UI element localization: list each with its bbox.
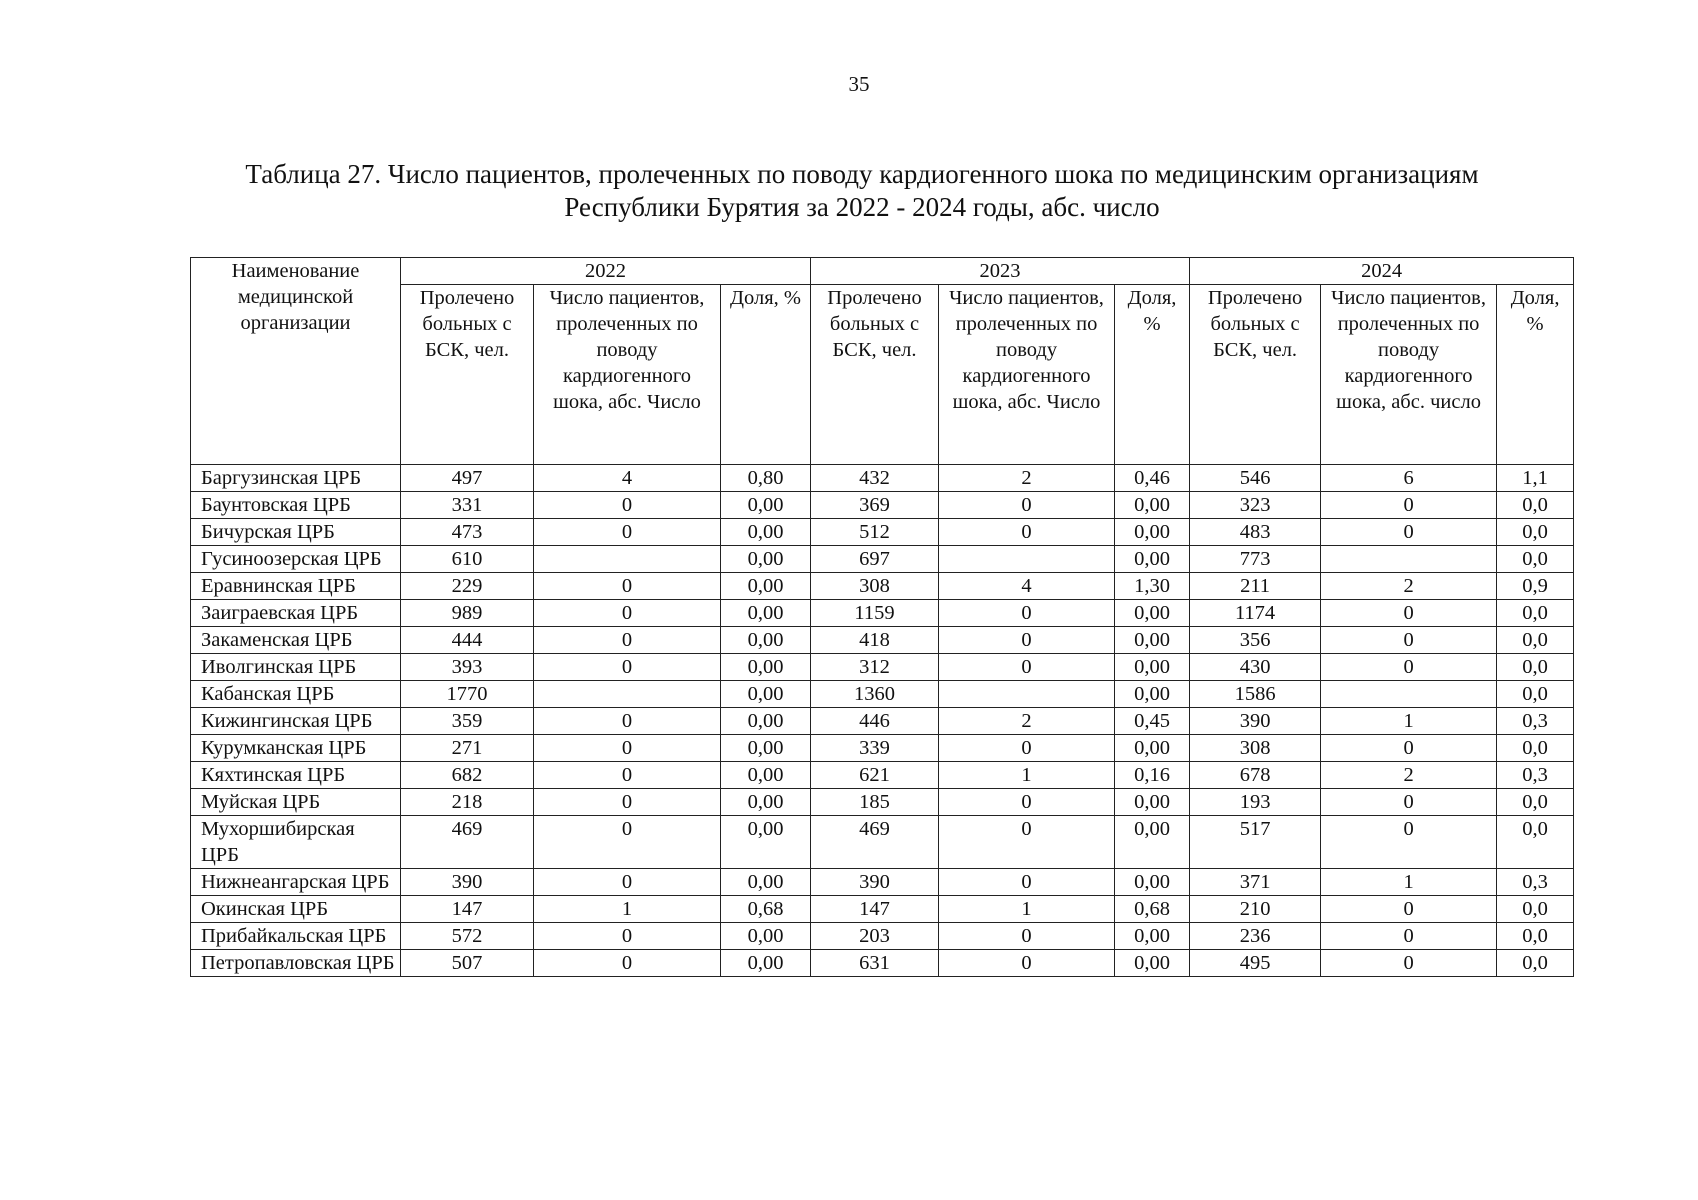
page-number: 35	[848, 72, 870, 96]
patients-table	[190, 257, 1574, 977]
cell-shock-2022: 0	[534, 762, 721, 789]
cell-treated-2023: 446	[811, 708, 939, 735]
cell-shock-2024: 0	[1321, 789, 1497, 816]
cell-shock-2022: 0	[534, 708, 721, 735]
year-header-2024: 2024	[1190, 258, 1574, 285]
cell-share-2022: 0,00	[721, 654, 811, 681]
cell-treated-2022: 682	[401, 762, 534, 789]
cell-share-2022: 0,00	[721, 923, 811, 950]
cell-share-2022: 0,00	[721, 816, 811, 869]
cell-treated-2022: 497	[401, 465, 534, 492]
cell-org-name: Кабанская ЦРБ	[191, 681, 401, 708]
cell-treated-2024: 430	[1190, 654, 1321, 681]
cell-share-2024: 0,0	[1497, 816, 1574, 869]
cell-shock-2023: 2	[939, 465, 1115, 492]
cell-share-2024: 0,0	[1497, 896, 1574, 923]
cell-share-2023: 0,00	[1115, 869, 1190, 896]
cell-treated-2023: 432	[811, 465, 939, 492]
cell-share-2023: 0,00	[1115, 600, 1190, 627]
cell-treated-2024: 678	[1190, 762, 1321, 789]
cell-shock-2024: 0	[1321, 627, 1497, 654]
cell-share-2024: 0,0	[1497, 519, 1574, 546]
cell-share-2023: 0,00	[1115, 789, 1190, 816]
cell-shock-2023: 1	[939, 762, 1115, 789]
cell-shock-2024: 6	[1321, 465, 1497, 492]
table-row	[191, 762, 1574, 789]
cell-share-2023: 0,00	[1115, 923, 1190, 950]
cell-org-name: Петропавловская ЦРБ	[191, 950, 401, 977]
cell-treated-2022: 507	[401, 950, 534, 977]
cell-treated-2024: 773	[1190, 546, 1321, 573]
cell-org-name: Гусиноозерская ЦРБ	[191, 546, 401, 573]
cell-share-2023: 0,00	[1115, 546, 1190, 573]
cell-shock-2023: 0	[939, 654, 1115, 681]
cell-treated-2023: 339	[811, 735, 939, 762]
cell-treated-2022: 359	[401, 708, 534, 735]
cell-shock-2023	[939, 546, 1115, 573]
cell-treated-2023: 203	[811, 923, 939, 950]
cell-treated-2024: 517	[1190, 816, 1321, 869]
cell-shock-2024: 0	[1321, 492, 1497, 519]
cell-treated-2022: 331	[401, 492, 534, 519]
cell-shock-2024: 0	[1321, 654, 1497, 681]
cell-treated-2022: 147	[401, 896, 534, 923]
cell-treated-2022: 393	[401, 654, 534, 681]
cell-treated-2023: 312	[811, 654, 939, 681]
cell-shock-2023: 2	[939, 708, 1115, 735]
cell-treated-2024: 371	[1190, 869, 1321, 896]
cell-shock-2024: 0	[1321, 950, 1497, 977]
cell-shock-2023: 0	[939, 869, 1115, 896]
table-row	[191, 869, 1574, 896]
cell-shock-2023: 0	[939, 600, 1115, 627]
cell-share-2024: 0,0	[1497, 681, 1574, 708]
table-row	[191, 465, 1574, 492]
cell-shock-2022: 1	[534, 896, 721, 923]
cell-org-name: Закаменская ЦРБ	[191, 627, 401, 654]
cell-share-2022: 0,00	[721, 708, 811, 735]
cell-treated-2022: 473	[401, 519, 534, 546]
cell-shock-2022: 0	[534, 573, 721, 600]
cell-shock-2024: 1	[1321, 869, 1497, 896]
cell-shock-2023: 0	[939, 923, 1115, 950]
table-row	[191, 896, 1574, 923]
cell-shock-2024: 0	[1321, 600, 1497, 627]
table-title-line-2: Республики Бурятия за 2022 - 2024 годы, абс. число	[564, 192, 1160, 222]
col-treated-2024: Пролечено больных с БСК, чел.	[1190, 285, 1321, 465]
cell-shock-2023: 0	[939, 735, 1115, 762]
cell-org-name: Окинская ЦРБ	[191, 896, 401, 923]
cell-shock-2024: 0	[1321, 923, 1497, 950]
cell-treated-2023: 369	[811, 492, 939, 519]
cell-shock-2022: 0	[534, 816, 721, 869]
table-row	[191, 950, 1574, 977]
cell-shock-2023: 0	[939, 950, 1115, 977]
table-row	[191, 627, 1574, 654]
cell-share-2022: 0,00	[721, 600, 811, 627]
table-row	[191, 816, 1574, 869]
col-shock-2023: Число пациентов, пролеченных по поводу кардиогенного шока, абс. Число	[939, 285, 1115, 465]
cell-share-2023: 0,00	[1115, 492, 1190, 519]
cell-shock-2024: 0	[1321, 735, 1497, 762]
cell-treated-2024: 495	[1190, 950, 1321, 977]
cell-treated-2024: 1174	[1190, 600, 1321, 627]
cell-share-2023: 0,46	[1115, 465, 1190, 492]
cell-shock-2023: 0	[939, 519, 1115, 546]
table-row	[191, 923, 1574, 950]
cell-shock-2022: 4	[534, 465, 721, 492]
header-row-years	[191, 258, 1574, 285]
col-treated-2022: Пролечено больных с БСК, чел.	[401, 285, 534, 465]
cell-shock-2024: 0	[1321, 816, 1497, 869]
cell-treated-2022: 390	[401, 869, 534, 896]
cell-share-2024: 0,0	[1497, 950, 1574, 977]
cell-share-2023: 0,00	[1115, 627, 1190, 654]
cell-treated-2023: 512	[811, 519, 939, 546]
cell-org-name: Мухоршибирская ЦРБ	[191, 816, 401, 869]
cell-share-2022: 0,68	[721, 896, 811, 923]
cell-org-name: Кижингинская ЦРБ	[191, 708, 401, 735]
cell-shock-2022: 0	[534, 627, 721, 654]
cell-shock-2022: 0	[534, 735, 721, 762]
cell-treated-2023: 390	[811, 869, 939, 896]
cell-treated-2022: 610	[401, 546, 534, 573]
cell-treated-2024: 390	[1190, 708, 1321, 735]
cell-treated-2023: 147	[811, 896, 939, 923]
cell-treated-2022: 271	[401, 735, 534, 762]
cell-share-2023: 0,00	[1115, 950, 1190, 977]
cell-shock-2023: 4	[939, 573, 1115, 600]
table-row	[191, 681, 1574, 708]
cell-share-2023: 0,00	[1115, 519, 1190, 546]
cell-org-name: Нижнеангарская ЦРБ	[191, 869, 401, 896]
cell-org-name: Еравнинская ЦРБ	[191, 573, 401, 600]
cell-share-2022: 0,00	[721, 627, 811, 654]
cell-treated-2024: 546	[1190, 465, 1321, 492]
cell-shock-2022	[534, 681, 721, 708]
cell-shock-2022: 0	[534, 519, 721, 546]
cell-shock-2022: 0	[534, 492, 721, 519]
cell-shock-2024: 2	[1321, 762, 1497, 789]
cell-shock-2023	[939, 681, 1115, 708]
cell-share-2022: 0,00	[721, 573, 811, 600]
cell-treated-2023: 308	[811, 573, 939, 600]
cell-treated-2022: 444	[401, 627, 534, 654]
cell-treated-2024: 211	[1190, 573, 1321, 600]
cell-org-name: Курумканская ЦРБ	[191, 735, 401, 762]
cell-share-2024: 0,0	[1497, 735, 1574, 762]
table-row	[191, 708, 1574, 735]
cell-share-2022: 0,00	[721, 735, 811, 762]
col-shock-2022: Число пациентов, пролеченных по поводу кардиогенного шока, абс. Число	[534, 285, 721, 465]
cell-share-2024: 0,0	[1497, 546, 1574, 573]
year-header-2022: 2022	[401, 258, 811, 285]
table-row	[191, 519, 1574, 546]
table-row	[191, 735, 1574, 762]
cell-org-name: Баунтовская ЦРБ	[191, 492, 401, 519]
cell-share-2023: 0,00	[1115, 654, 1190, 681]
cell-shock-2024: 2	[1321, 573, 1497, 600]
table-row	[191, 492, 1574, 519]
cell-shock-2022: 0	[534, 654, 721, 681]
table-row	[191, 789, 1574, 816]
cell-share-2023: 0,00	[1115, 735, 1190, 762]
cell-share-2023: 0,00	[1115, 681, 1190, 708]
cell-share-2023: 0,16	[1115, 762, 1190, 789]
cell-treated-2023: 1360	[811, 681, 939, 708]
cell-org-name: Прибайкальская ЦРБ	[191, 923, 401, 950]
org-header: Наименование медицинской организации	[191, 258, 401, 465]
cell-treated-2024: 308	[1190, 735, 1321, 762]
cell-shock-2023: 0	[939, 627, 1115, 654]
cell-shock-2023: 0	[939, 816, 1115, 869]
cell-org-name: Баргузинская ЦРБ	[191, 465, 401, 492]
cell-shock-2023: 0	[939, 492, 1115, 519]
table-row	[191, 600, 1574, 627]
cell-treated-2022: 469	[401, 816, 534, 869]
cell-treated-2022: 218	[401, 789, 534, 816]
cell-shock-2022: 0	[534, 600, 721, 627]
col-share-2024: Доля, %	[1497, 285, 1574, 465]
cell-treated-2024: 1586	[1190, 681, 1321, 708]
table-row	[191, 546, 1574, 573]
cell-shock-2022: 0	[534, 950, 721, 977]
cell-shock-2023: 0	[939, 789, 1115, 816]
cell-shock-2023: 1	[939, 896, 1115, 923]
cell-share-2022: 0,00	[721, 519, 811, 546]
cell-shock-2024: 1	[1321, 708, 1497, 735]
cell-shock-2022: 0	[534, 923, 721, 950]
table-title-line-1: Таблица 27. Число пациентов, пролеченных по поводу кардиогенного шока по медицинским организациям	[245, 159, 1479, 189]
table-row	[191, 654, 1574, 681]
cell-treated-2023: 631	[811, 950, 939, 977]
cell-treated-2023: 621	[811, 762, 939, 789]
cell-shock-2022: 0	[534, 869, 721, 896]
table-row	[191, 573, 1574, 600]
cell-org-name: Кяхтинская ЦРБ	[191, 762, 401, 789]
cell-share-2024: 0,0	[1497, 627, 1574, 654]
col-share-2023: Доля, %	[1115, 285, 1190, 465]
year-header-2023: 2023	[811, 258, 1190, 285]
cell-org-name: Бичурская ЦРБ	[191, 519, 401, 546]
cell-share-2024: 0,9	[1497, 573, 1574, 600]
cell-share-2022: 0,00	[721, 492, 811, 519]
cell-treated-2024: 483	[1190, 519, 1321, 546]
cell-share-2024: 0,0	[1497, 492, 1574, 519]
cell-treated-2022: 989	[401, 600, 534, 627]
cell-treated-2024: 193	[1190, 789, 1321, 816]
cell-treated-2022: 572	[401, 923, 534, 950]
cell-org-name: Заиграевская ЦРБ	[191, 600, 401, 627]
cell-share-2022: 0,00	[721, 869, 811, 896]
cell-share-2024: 0,3	[1497, 869, 1574, 896]
table-body	[191, 465, 1574, 977]
cell-share-2022: 0,00	[721, 546, 811, 573]
cell-share-2023: 0,00	[1115, 816, 1190, 869]
cell-shock-2024: 0	[1321, 519, 1497, 546]
cell-share-2022: 0,00	[721, 762, 811, 789]
cell-treated-2023: 418	[811, 627, 939, 654]
cell-shock-2024	[1321, 546, 1497, 573]
cell-share-2022: 0,00	[721, 950, 811, 977]
cell-treated-2024: 323	[1190, 492, 1321, 519]
cell-org-name: Иволгинская ЦРБ	[191, 654, 401, 681]
cell-treated-2022: 1770	[401, 681, 534, 708]
cell-share-2024: 0,0	[1497, 600, 1574, 627]
table-title	[0, 158, 1698, 224]
cell-share-2022: 0,00	[721, 789, 811, 816]
col-treated-2023: Пролечено больных с БСК, чел.	[811, 285, 939, 465]
cell-share-2023: 0,68	[1115, 896, 1190, 923]
cell-treated-2024: 210	[1190, 896, 1321, 923]
cell-share-2023: 0,45	[1115, 708, 1190, 735]
cell-share-2022: 0,00	[721, 681, 811, 708]
cell-share-2022: 0,80	[721, 465, 811, 492]
cell-treated-2023: 185	[811, 789, 939, 816]
cell-share-2024: 0,3	[1497, 708, 1574, 735]
cell-treated-2023: 697	[811, 546, 939, 573]
cell-share-2024: 0,0	[1497, 789, 1574, 816]
cell-shock-2024: 0	[1321, 896, 1497, 923]
cell-share-2024: 0,0	[1497, 654, 1574, 681]
cell-treated-2024: 236	[1190, 923, 1321, 950]
cell-shock-2022: 0	[534, 789, 721, 816]
cell-share-2024: 0,3	[1497, 762, 1574, 789]
cell-share-2024: 0,0	[1497, 923, 1574, 950]
col-share-2022: Доля, %	[721, 285, 811, 465]
cell-shock-2022	[534, 546, 721, 573]
cell-shock-2024	[1321, 681, 1497, 708]
col-shock-2024: Число пациентов, пролеченных по поводу кардиогенного шока, абс. число	[1321, 285, 1497, 465]
cell-share-2024: 1,1	[1497, 465, 1574, 492]
cell-org-name: Муйская ЦРБ	[191, 789, 401, 816]
cell-share-2023: 1,30	[1115, 573, 1190, 600]
cell-treated-2023: 469	[811, 816, 939, 869]
cell-treated-2023: 1159	[811, 600, 939, 627]
cell-treated-2022: 229	[401, 573, 534, 600]
cell-treated-2024: 356	[1190, 627, 1321, 654]
